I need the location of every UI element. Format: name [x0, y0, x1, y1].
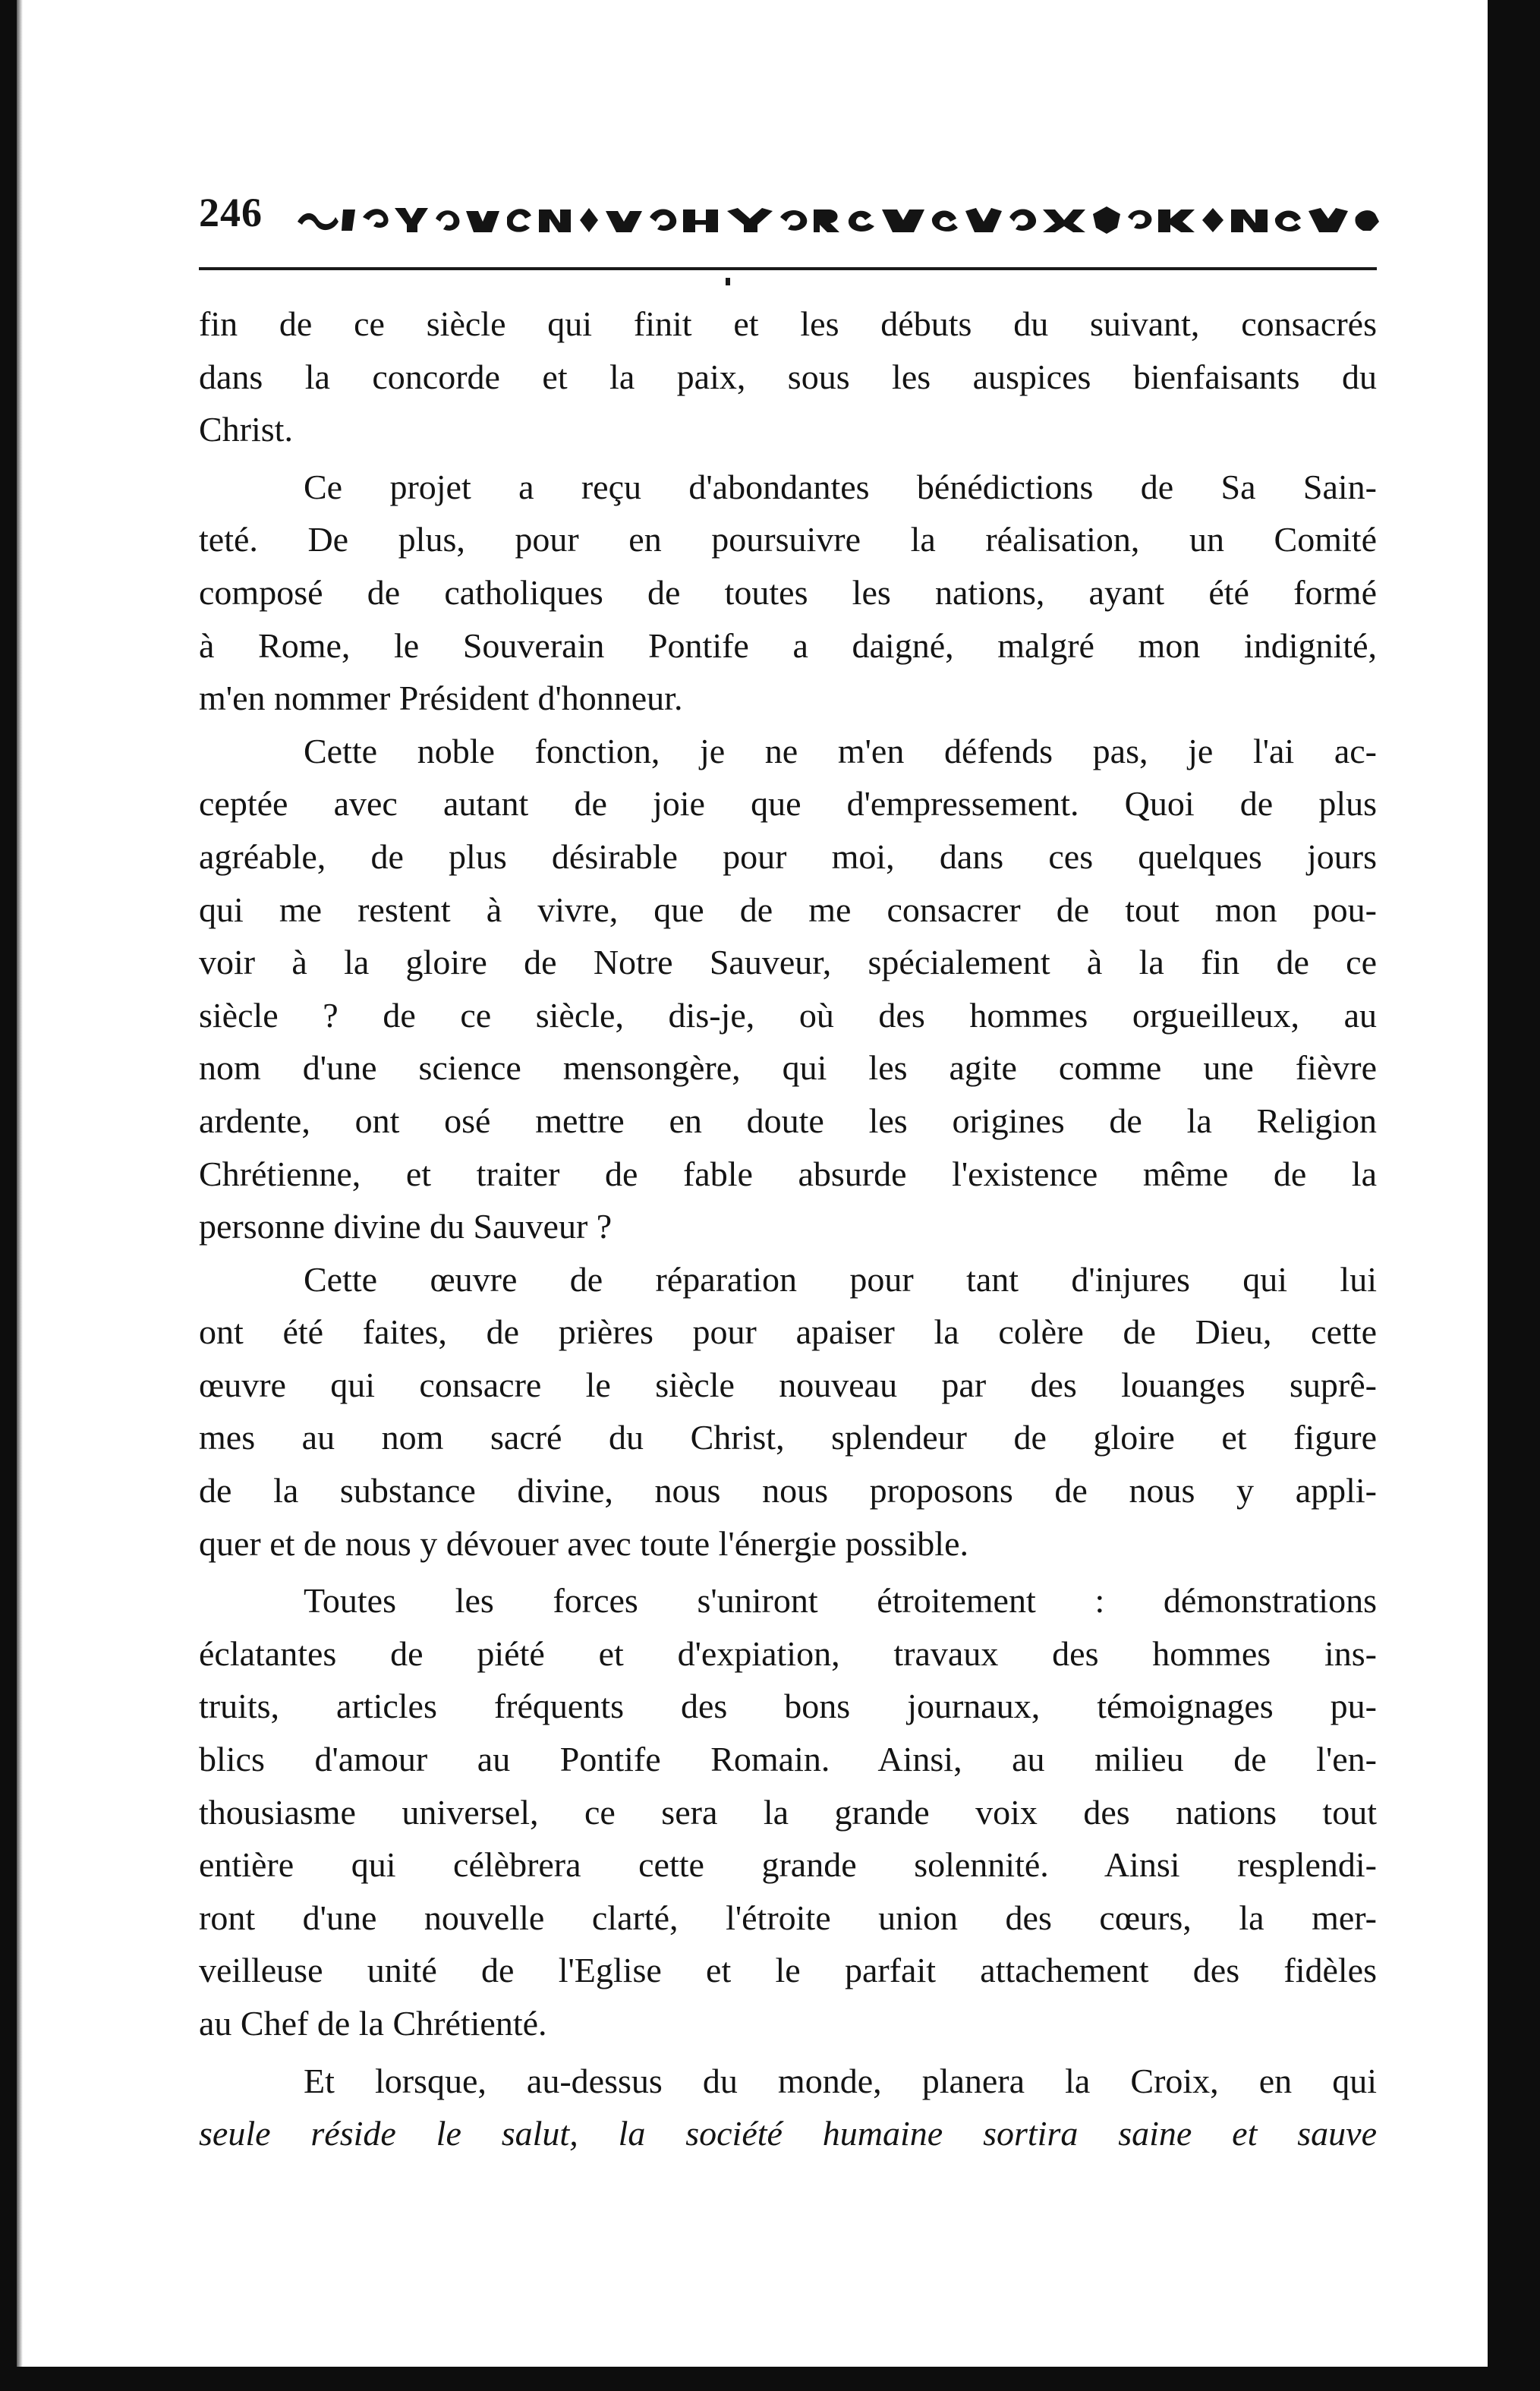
text-line: ceptée avec autant de joie que d'empressement. Quoi de plus [199, 784, 1377, 824]
text-line: agréable, de plus désirable pour moi, dans ces quelques jours [199, 836, 1377, 876]
text-line: composé de catholiques de toutes les nations, ayant été formé [199, 572, 1377, 612]
paragraph-first-line: Toutes les forces s'uniront étroitement : démonstrations [304, 1581, 1377, 1621]
text-line: qui me restent à vivre, que de me consacrer de tout mon pou- [199, 890, 1377, 929]
paragraph-first-line: Cette noble fonction, je ne m'en défends pas, je l'ai ac- [304, 731, 1377, 770]
text-line: truits, articles fréquents des bons journaux, témoignages pu- [199, 1687, 1377, 1726]
scan-edge-right [1488, 0, 1540, 2391]
text-line: quer et de nous y dévouer avec toute l'énergie possible. [199, 1523, 968, 1563]
text-line: personne divine du Sauveur ? [199, 1207, 613, 1246]
scan-edge-bottom [0, 2367, 1540, 2391]
text-line: voir à la gloire de Notre Sauveur, spécialement à la fin de ce [199, 943, 1377, 982]
text-line: mes au nom sacré du Christ, splendeur de gloire et figure [199, 1418, 1377, 1457]
text-line: entière qui célèbrera cette grande solennité. Ainsi resplendi- [199, 1845, 1377, 1885]
text-line: blics d'amour au Pontife Romain. Ainsi, au milieu de l'en- [199, 1740, 1377, 1779]
text-line: ront d'une nouvelle clarté, l'étroite union des cœurs, la mer- [199, 1898, 1377, 1937]
text-line: veilleuse unité de l'Eglise et le parfait attachement des fidèles [199, 1951, 1377, 1990]
text-line: au Chef de la Chrétienté. [199, 2004, 547, 2043]
text-line: teté. De plus, pour en poursuivre la réalisation, un Comité [199, 520, 1377, 559]
text-line: de la substance divine, nous nous proposons de nous y appli- [199, 1471, 1377, 1511]
text-line: œuvre qui consacre le siècle nouveau par des louanges suprê- [199, 1365, 1377, 1404]
paragraph-first-line: Ce projet a reçu d'abondantes bénédictions de Sa Sain- [304, 467, 1377, 506]
text-line: thousiasme universel, ce sera la grande voix des nations tout [199, 1792, 1377, 1832]
header-rule [199, 267, 1377, 270]
decorative-ornament-band [298, 202, 1379, 235]
scan-edge-shadow [17, 0, 23, 2391]
paragraph-first-line: Et lorsque, au-dessus du monde, planera la Croix, en qui [304, 2061, 1377, 2100]
rule-mark [726, 278, 730, 285]
text-line: à Rome, le Souverain Pontife a daigné, malgré mon indignité, [199, 625, 1377, 665]
text-line: dans la concorde et la paix, sous les auspices bienfaisants du [199, 357, 1377, 396]
text-line: ont été faites, de prières pour apaiser la colère de Dieu, cette [199, 1312, 1377, 1352]
text-line: Chrétienne, et traiter de fable absurde l'existence même de la [199, 1154, 1377, 1193]
page-body [199, 298, 1377, 2160]
text-line: seule réside le salut, la société humaine sortira saine et sauve [199, 2114, 1377, 2153]
text-line: Christ. [199, 410, 293, 449]
text-line: ardente, ont osé mettre en doute les origines de la Religion [199, 1101, 1377, 1140]
paragraph-first-line: Cette œuvre de réparation pour tant d'injures qui lui [304, 1259, 1377, 1299]
text-line: nom d'une science mensongère, qui les agite comme une fièvre [199, 1048, 1377, 1088]
text-line: éclatantes de piété et d'expiation, travaux des hommes ins- [199, 1633, 1377, 1673]
text-line: m'en nommer Président d'honneur. [199, 679, 683, 718]
page-number: 246 [199, 190, 263, 235]
scan-edge-left [0, 0, 17, 2391]
running-head [199, 181, 1381, 241]
text-line: siècle ? de ce siècle, dis-je, où des hommes orgueilleux, au [199, 995, 1377, 1035]
text-line: fin de ce siècle qui finit et les débuts du suivant, consacrés [199, 304, 1377, 343]
